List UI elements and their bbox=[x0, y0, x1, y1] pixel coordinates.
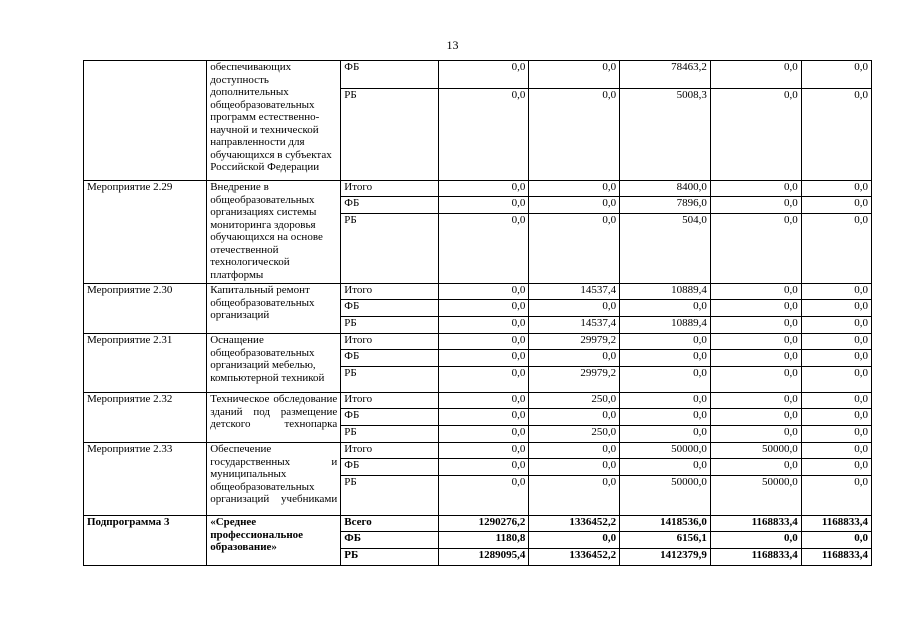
value-cell: 250,0 bbox=[529, 426, 620, 443]
value-cell: 0,0 bbox=[438, 443, 529, 459]
value-cell: 0,0 bbox=[529, 181, 620, 197]
value-cell: 0,0 bbox=[438, 317, 529, 334]
value-cell: 6156,1 bbox=[620, 532, 711, 549]
value-cell: 1168833,4 bbox=[801, 516, 871, 532]
value-cell: 1290276,2 bbox=[438, 516, 529, 532]
item-label: Мероприятие 2.33 bbox=[84, 443, 207, 516]
item-label: Мероприятие 2.29 bbox=[84, 181, 207, 284]
name-line: направленности для bbox=[210, 136, 305, 148]
value-cell: 0,0 bbox=[529, 61, 620, 89]
source-cell: Итого bbox=[341, 284, 438, 300]
value-cell: 0,0 bbox=[710, 214, 801, 284]
name-line: программ естественно- bbox=[210, 111, 320, 123]
value-cell: 0,0 bbox=[620, 409, 711, 426]
value-cell: 0,0 bbox=[620, 426, 711, 443]
value-cell: 1336452,2 bbox=[529, 516, 620, 532]
value-cell: 0,0 bbox=[438, 181, 529, 197]
value-cell: 0,0 bbox=[529, 532, 620, 549]
value-cell: 0,0 bbox=[438, 476, 529, 516]
budget-table bbox=[83, 60, 872, 566]
value-cell: 0,0 bbox=[801, 181, 871, 197]
value-cell: 0,0 bbox=[620, 300, 711, 317]
value-cell: 29979,2 bbox=[529, 334, 620, 350]
value-cell: 1289095,4 bbox=[438, 549, 529, 566]
value-cell: 0,0 bbox=[801, 197, 871, 214]
value-cell: 0,0 bbox=[529, 476, 620, 516]
value-cell: 0,0 bbox=[801, 367, 871, 393]
value-cell: 0,0 bbox=[620, 350, 711, 367]
source-cell: ФБ bbox=[341, 300, 438, 317]
item-name: Обеспечение государственных и муниципальных общеобразовательных организаций учебниками bbox=[207, 443, 341, 516]
name-line: обучающихся в субъектах bbox=[210, 148, 332, 161]
source-cell: РБ bbox=[341, 214, 438, 284]
value-cell: 0,0 bbox=[710, 89, 801, 181]
source-cell: РБ bbox=[341, 426, 438, 443]
value-cell: 0,0 bbox=[710, 409, 801, 426]
value-cell: 0,0 bbox=[801, 443, 871, 459]
value-cell: 1180,8 bbox=[438, 532, 529, 549]
source-cell: ФБ bbox=[341, 197, 438, 214]
value-cell: 504,0 bbox=[620, 214, 711, 284]
value-cell: 0,0 bbox=[710, 350, 801, 367]
value-cell: 1168833,4 bbox=[710, 516, 801, 532]
value-cell: 0,0 bbox=[438, 284, 529, 300]
value-cell: 29979,2 bbox=[529, 367, 620, 393]
source-cell: РБ bbox=[341, 367, 438, 393]
source-cell: РБ bbox=[341, 476, 438, 516]
value-cell: 0,0 bbox=[801, 334, 871, 350]
value-cell: 0,0 bbox=[710, 61, 801, 89]
table-row bbox=[84, 61, 872, 89]
name-line: обеспечивающих bbox=[210, 61, 292, 73]
value-cell: 0,0 bbox=[529, 197, 620, 214]
value-cell: 0,0 bbox=[529, 443, 620, 459]
source-cell: Итого bbox=[341, 443, 438, 459]
value-cell: 0,0 bbox=[438, 367, 529, 393]
table-row bbox=[84, 393, 872, 409]
table-row bbox=[84, 181, 872, 197]
value-cell: 0,0 bbox=[438, 334, 529, 350]
item-label: Подпрограмма 3 bbox=[84, 516, 207, 566]
value-cell: 0,0 bbox=[801, 350, 871, 367]
value-cell: 0,0 bbox=[620, 393, 711, 409]
source-cell: РБ bbox=[341, 549, 438, 566]
value-cell: 0,0 bbox=[620, 459, 711, 476]
source-cell: РБ bbox=[341, 89, 438, 181]
source-cell: Всего bbox=[341, 516, 438, 532]
value-cell: 50000,0 bbox=[620, 443, 711, 459]
value-cell: 1412379,9 bbox=[620, 549, 711, 566]
source-cell: ФБ bbox=[341, 532, 438, 549]
value-cell: 0,0 bbox=[529, 89, 620, 181]
item-name: Внедрение в общеобразовательных организациях системы мониторинга здоровья обучающихся на основе отечественной технологической платформы bbox=[207, 181, 341, 284]
value-cell: 0,0 bbox=[710, 426, 801, 443]
table-row bbox=[84, 443, 872, 459]
source-cell: ФБ bbox=[341, 409, 438, 426]
value-cell: 0,0 bbox=[529, 214, 620, 284]
value-cell: 0,0 bbox=[801, 300, 871, 317]
value-cell: 50000,0 bbox=[710, 443, 801, 459]
value-cell: 0,0 bbox=[529, 350, 620, 367]
value-cell: 10889,4 bbox=[620, 284, 711, 300]
item-name bbox=[207, 61, 341, 181]
item-label bbox=[84, 61, 207, 181]
value-cell: 50000,0 bbox=[620, 476, 711, 516]
value-cell: 0,0 bbox=[801, 426, 871, 443]
name-line: научной и технической bbox=[210, 123, 319, 136]
value-cell: 0,0 bbox=[438, 459, 529, 476]
table-row bbox=[84, 284, 872, 300]
value-cell: 7896,0 bbox=[620, 197, 711, 214]
source-cell: ФБ bbox=[341, 459, 438, 476]
name-line: общеобразовательных bbox=[210, 98, 315, 111]
item-name: Оснащение общеобразовательных организаций мебелью, компьютерной техникой bbox=[207, 334, 341, 393]
source-cell: Итого bbox=[341, 181, 438, 197]
value-cell: 0,0 bbox=[438, 350, 529, 367]
value-cell: 14537,4 bbox=[529, 317, 620, 334]
value-cell: 1168833,4 bbox=[710, 549, 801, 566]
value-cell: 0,0 bbox=[710, 532, 801, 549]
source-cell: ФБ bbox=[341, 350, 438, 367]
item-name: Техническое обследование зданий под размещение детского технопарка bbox=[207, 393, 341, 443]
value-cell: 0,0 bbox=[710, 334, 801, 350]
value-cell: 1168833,4 bbox=[801, 549, 871, 566]
value-cell: 0,0 bbox=[710, 367, 801, 393]
source-cell: ФБ bbox=[341, 61, 438, 89]
value-cell: 1418536,0 bbox=[620, 516, 711, 532]
value-cell: 8400,0 bbox=[620, 181, 711, 197]
name-line: доступность дополнительных bbox=[210, 73, 289, 98]
item-label: Мероприятие 2.32 bbox=[84, 393, 207, 443]
value-cell: 250,0 bbox=[529, 393, 620, 409]
value-cell: 14537,4 bbox=[529, 284, 620, 300]
value-cell: 0,0 bbox=[620, 334, 711, 350]
source-cell: Итого bbox=[341, 393, 438, 409]
value-cell: 0,0 bbox=[438, 197, 529, 214]
value-cell: 50000,0 bbox=[710, 476, 801, 516]
value-cell: 0,0 bbox=[529, 300, 620, 317]
table-row bbox=[84, 516, 872, 532]
value-cell: 0,0 bbox=[801, 532, 871, 549]
value-cell: 0,0 bbox=[438, 300, 529, 317]
value-cell: 0,0 bbox=[438, 61, 529, 89]
value-cell: 0,0 bbox=[801, 409, 871, 426]
value-cell: 0,0 bbox=[438, 89, 529, 181]
value-cell: 0,0 bbox=[801, 393, 871, 409]
value-cell: 0,0 bbox=[710, 300, 801, 317]
item-name: «Среднее профессиональное образование» bbox=[207, 516, 341, 566]
value-cell: 0,0 bbox=[801, 61, 871, 89]
value-cell: 0,0 bbox=[710, 459, 801, 476]
value-cell: 78463,2 bbox=[620, 61, 711, 89]
value-cell: 0,0 bbox=[801, 317, 871, 334]
value-cell: 0,0 bbox=[801, 214, 871, 284]
name-line: Российской Федерации bbox=[210, 161, 320, 173]
value-cell: 0,0 bbox=[710, 284, 801, 300]
value-cell: 0,0 bbox=[710, 317, 801, 334]
value-cell: 10889,4 bbox=[620, 317, 711, 334]
table-row bbox=[84, 334, 872, 350]
value-cell: 5008,3 bbox=[620, 89, 711, 181]
value-cell: 0,0 bbox=[529, 459, 620, 476]
value-cell: 0,0 bbox=[438, 214, 529, 284]
item-label: Мероприятие 2.30 bbox=[84, 284, 207, 334]
page-number: 13 bbox=[446, 38, 459, 52]
value-cell: 0,0 bbox=[438, 409, 529, 426]
value-cell: 0,0 bbox=[710, 393, 801, 409]
value-cell: 1336452,2 bbox=[529, 549, 620, 566]
value-cell: 0,0 bbox=[801, 284, 871, 300]
value-cell: 0,0 bbox=[710, 197, 801, 214]
value-cell: 0,0 bbox=[438, 426, 529, 443]
value-cell: 0,0 bbox=[438, 393, 529, 409]
value-cell: 0,0 bbox=[801, 459, 871, 476]
item-name: Капитальный ремонт общеобразовательных организаций bbox=[207, 284, 341, 334]
value-cell: 0,0 bbox=[620, 367, 711, 393]
value-cell: 0,0 bbox=[801, 89, 871, 181]
value-cell: 0,0 bbox=[710, 181, 801, 197]
source-cell: РБ bbox=[341, 317, 438, 334]
value-cell: 0,0 bbox=[529, 409, 620, 426]
item-label: Мероприятие 2.31 bbox=[84, 334, 207, 393]
source-cell: Итого bbox=[341, 334, 438, 350]
value-cell: 0,0 bbox=[801, 476, 871, 516]
